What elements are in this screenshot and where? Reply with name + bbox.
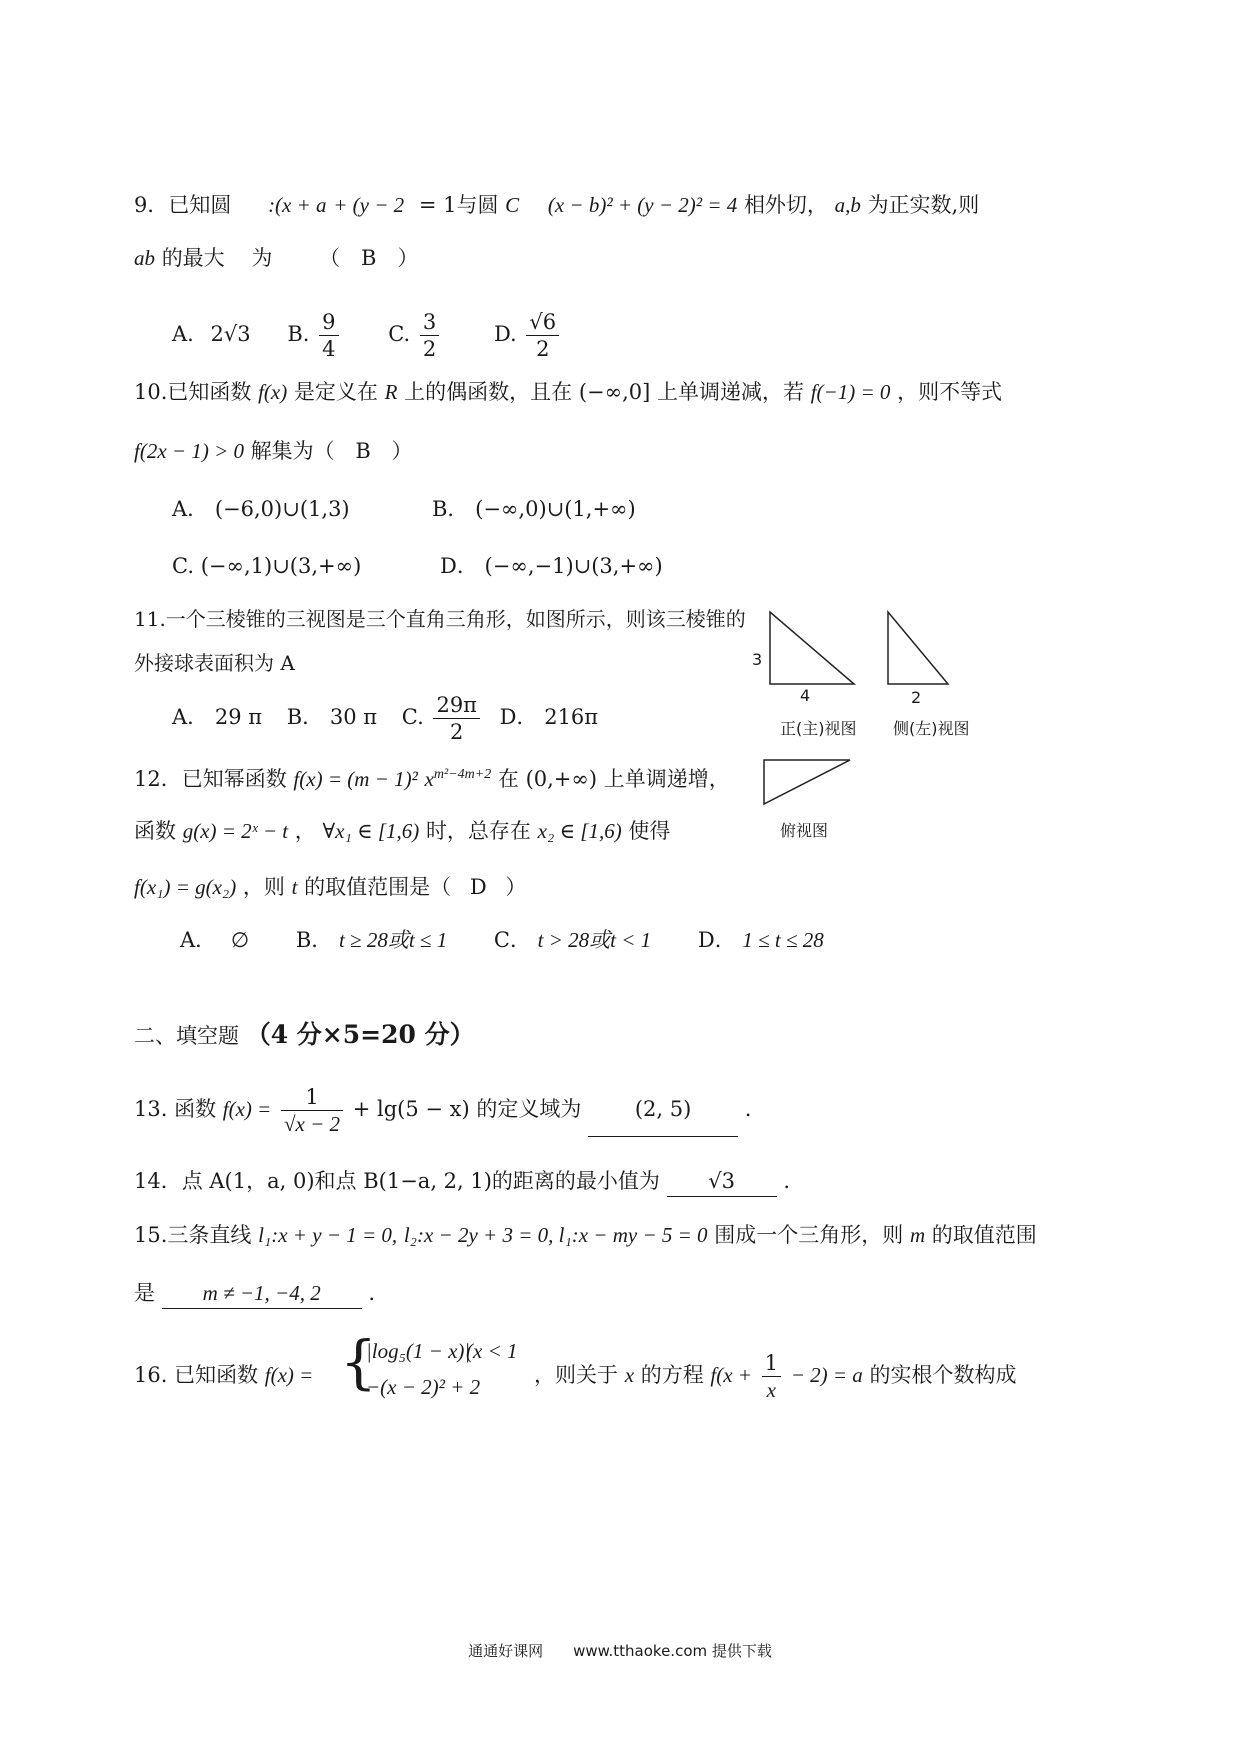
q13-rest: + lg(5 − x) [352,1097,470,1121]
q12-option-d-label: D． [697,928,736,952]
q10-R: R [384,380,398,404]
q10-line1 [134,377,1002,407]
q15-answer: m ≠ −1, −4, 2 [162,1278,362,1309]
q10-option-c [172,551,361,581]
front-view-height-label: 3 [752,650,763,669]
q10-option-d [440,551,663,581]
q11-option-c-den: 2 [450,720,464,744]
q12-eq: f(x₁) = g(x₂) [134,875,237,899]
q11-option-c-num: 29π [433,692,480,719]
q10-line2 [134,436,412,466]
q12-line3 [134,872,526,902]
q12-power-base: x [424,767,434,791]
q16-x: x [624,1363,635,1387]
q14-end: . [783,1169,790,1193]
q9-ab: ab [134,246,155,270]
q13-fx: f(x) = [222,1097,272,1121]
q9-option-b [287,310,348,361]
q11-option-d-label: D． [499,705,538,729]
q9-ab-vars: a,b [834,193,861,217]
q9-option-c-label: C. [388,322,411,346]
q10-close: ） [391,439,413,463]
page-footer: 通通好课网 www.tthaoke.com 提供下载 [468,1642,772,1660]
q10-line2-text: 解集为（ [250,439,335,463]
q16-brace: { [340,1328,377,1396]
q11-option-b-label: B． [286,705,324,729]
q12-line2-text: 函数 [134,819,176,843]
q9-eq2: (x − b)² + (y − 2)² = 4 [547,193,738,217]
q10-option-d-value: (−∞,−1)∪(3,+∞) [484,554,663,578]
q9-option-c-den: 2 [422,337,437,361]
q12-text-3b: 的取值范围是（ [304,875,452,899]
q11-option-c-label: C. [401,705,424,729]
q9-eq1: :(x + a [268,193,327,217]
q9-line2 [134,243,419,273]
q9-option-b-label: B. [287,322,310,346]
q10-option-c-value: (−∞,1)∪(3,+∞) [200,554,362,578]
q16-eq-a: f(x + [710,1363,752,1387]
q10-option-c-label: C. [172,554,194,578]
front-view-triangle [770,612,854,684]
q9-option-d [493,310,562,361]
q10-label: 10.已知函数 [134,380,252,404]
q12-text-d2: 使得 [628,819,671,843]
q9-option-b-num: 9 [319,309,338,336]
q10-fx: f(x) [258,380,288,404]
q12-option-d-value: 1 ≤ t ≤ 28 [742,928,824,952]
q12-comma: ， [294,819,316,843]
q15-line1 [134,1220,1037,1250]
q12-option-a-label: A． [180,928,217,952]
q12-gx: g(x) = 2ˣ − t [182,819,289,843]
q16-mid2: 的方程 [640,1363,704,1387]
q10-option-d-label: D． [440,554,478,578]
q10-text-d: 上单调递减，若 [657,380,805,404]
q14-line [134,1166,790,1197]
q13-prefix: 13. 函数 [134,1097,217,1121]
q11-option-a-label: A． [172,705,209,729]
q15-l1: l₁:x + y − 1 = 0, [258,1223,398,1247]
q12-option-c-label: C． [493,928,531,952]
q9-option-c-num: 3 [420,309,439,336]
q9-option-b-frac [319,309,338,362]
side-view-width-label: 2 [911,688,922,707]
q12-fx-def: f(x) = (m − 1)² [293,767,418,791]
q12-forall: ∀x₁ ∈ [1,6) [322,819,420,843]
q12-option-b-value: t ≥ 28或t ≤ 1 [338,928,448,952]
q11-options [172,692,598,745]
q12-close: ） [505,875,527,899]
q16-frac [762,1350,781,1403]
q9-options [172,308,562,362]
top-view-triangle [764,760,850,804]
q14-text: 14．点 A(1，a, 0)和点 B(1−a, 2, 1)的距离的最小值为 [134,1169,660,1193]
section2-heading [134,1020,475,1051]
q13-num: 1 [281,1084,343,1111]
q12-line2 [134,816,670,846]
section2-title: 二、填空题 [134,1024,239,1048]
q11-option-d-value: 216π [544,705,599,729]
q9-answer: （ B ） [319,246,419,270]
q9-option-a-label: A. [172,322,194,346]
q9-eq1c: = 1与圆 [418,193,499,217]
q9-line1 [134,190,979,220]
q15-m: m [909,1223,926,1247]
q9-option-d-frac [526,309,559,362]
q11-option-c-frac [433,692,480,745]
q16-case1: |log₅(1 − x)| [366,1339,471,1363]
q10-text-b: 是定义在 [293,380,378,404]
q12-option-a-value: ∅ [230,928,250,952]
q12-text-c: 上单调递增， [603,767,730,791]
q13-end: . [744,1097,752,1121]
q11-line1: 11.一个三棱锥的三视图是三个直角三角形，如图所示，则该三棱锥的 [134,607,746,631]
q9-stem: 9．已知圆 [134,193,232,217]
q12-text-3a: ，则 [242,875,285,899]
q12-answer: D [469,875,487,899]
q16-eq-num: 1 [762,1350,781,1377]
q10-option-b [432,494,636,524]
q16-cond1: (x < 1 [466,1339,518,1363]
front-view-width-label: 4 [800,686,811,705]
q10-interval: (−∞,0] [578,380,651,404]
q16-eq-den: x [766,1378,776,1402]
q10-option-a-label: A． [172,497,209,521]
q9-line2-text-b: 为 [251,246,273,270]
q10-option-a-value: (−6,0)∪(1,3) [214,497,350,521]
q11-option-a-value: 29 π [214,705,263,729]
q9-option-d-den: 2 [536,337,550,361]
q9-stem-c: 为正实数,则 [867,193,980,217]
q9-circle-c: C [505,193,520,217]
q12-label: 12．已知幂函数 [134,767,287,791]
q16-tail: 的实根个数构成 [869,1363,1017,1387]
q12-interval: (0,+∞) [525,767,598,791]
front-view-caption: 正(主)视图 [780,719,857,738]
q12-line1 [134,760,730,794]
q9-option-d-num: √6 [526,309,559,336]
q11-option-b-value: 30 π [329,705,378,729]
q16-rest [534,1350,1017,1403]
q9-eq1b: + (y − 2 [333,193,405,217]
q15-l2: l₂:x − 2y + 3 = 0, l₁:x − my − 5 = 0 [403,1223,708,1247]
q12-text-c2: 时，总存在 [425,819,531,843]
q16-case2: −(x − 2)² + 2 [366,1375,481,1399]
q12-option-b-label: B． [295,928,333,952]
q9-stem-b: 相外切， [743,193,828,217]
q9-option-a [172,322,257,346]
q13-suffix: 的定义域为 [476,1097,582,1121]
q9-line2-text: 的最大 [161,246,225,270]
q12-options [180,925,824,955]
q10-option-a [172,494,350,524]
side-view-caption: 侧(左)视图 [893,719,970,738]
q9-option-a-value: 2√3 [210,322,251,346]
q16-prefix-block [134,1350,313,1400]
q13-answer: (2, 5) [588,1082,738,1137]
q10-answer: B [355,439,371,463]
q15-label: 15.三条直线 [134,1223,252,1247]
q14-answer: √3 [667,1166,777,1197]
section2-score: （4 分×5=20 分） [245,1020,475,1049]
q11-line2: 外接球表面积为 A [134,651,295,675]
q12-t: t [291,875,298,899]
q16-fx: f(x) = [264,1363,314,1387]
q10-text-e: ，则不等式 [897,380,1003,404]
q13-line [134,1082,751,1137]
q9-option-d-label: D. [493,322,517,346]
q9-option-c [388,310,449,361]
q12-exists: x₂ ∈ [1,6) [537,819,622,843]
q15-line2-prefix: 是 [134,1281,155,1305]
q10-cond: f(−1) = 0 [810,380,891,404]
q16-prefix: 16. 已知函数 [134,1363,259,1387]
q9-option-b-den: 4 [322,337,336,361]
side-view-triangle [888,612,948,684]
q15-end: . [368,1281,376,1305]
q9-option-c-frac [420,309,439,362]
q16-mid: ，则关于 [534,1363,618,1387]
q12-text-b: 在 [497,767,519,791]
q10-ineq: f(2x − 1) > 0 [134,439,244,463]
top-view-caption: 俯视图 [780,821,829,840]
q10-text-c: 上的偶函数，且在 [404,380,573,404]
q15-text-c: 的取值范围 [931,1223,1037,1247]
q10-option-b-label: B． [432,497,469,521]
q10-option-b-value: (−∞,0)∪(1,+∞) [475,497,636,521]
q12-power-exp: m²−4m+2 [433,767,492,782]
q15-text-b: 围成一个三角形，则 [714,1223,904,1247]
q13-frac [281,1084,343,1137]
q15-line2 [134,1278,375,1309]
q13-den: √x − 2 [284,1112,341,1136]
q16-eq-b: − 2) = a [790,1363,863,1387]
q12-option-c-value: t > 28或t < 1 [537,928,652,952]
